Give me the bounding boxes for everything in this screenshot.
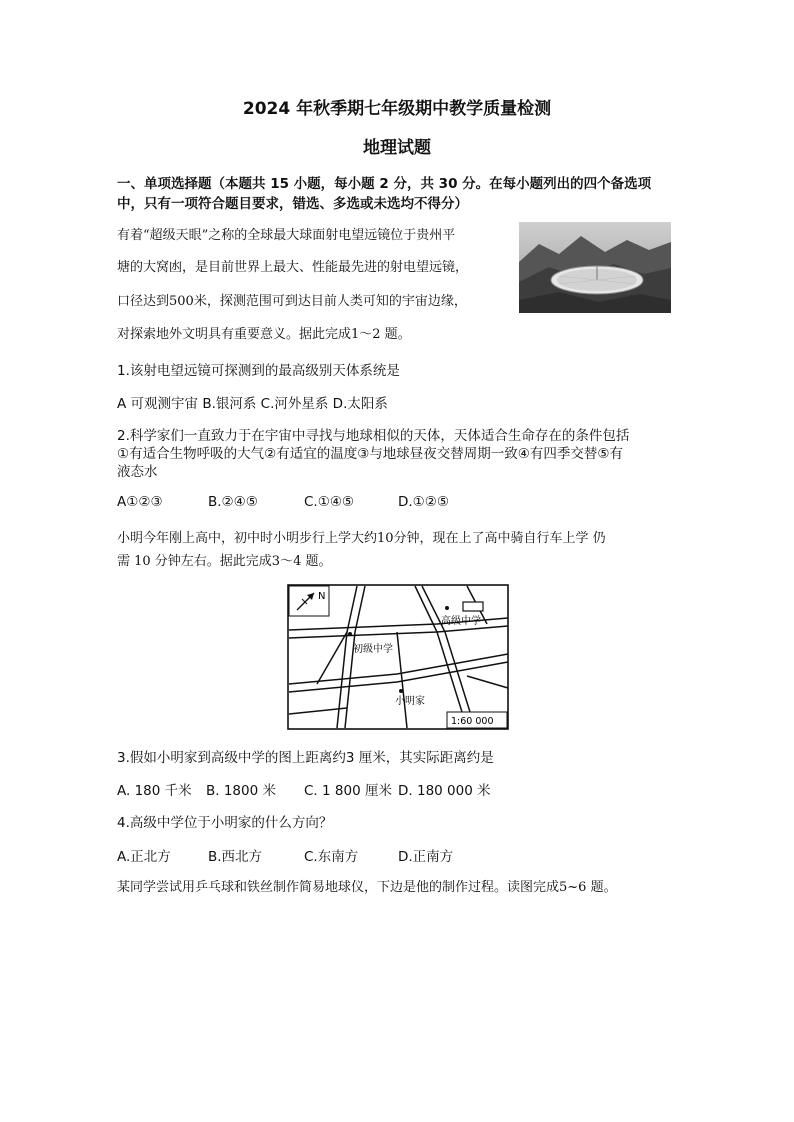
passage2-line2: 需 10 分钟左右。据此完成3～4 题。 xyxy=(117,554,332,569)
q3-option-d: D. 180 000 米 xyxy=(398,783,491,799)
exam-title: 2024 年秋季期七年级期中教学质量检测 xyxy=(242,99,552,119)
passage1-line2: 塘的大窝凼，是目前世界上最大、性能最先进的射电望远镜， xyxy=(117,260,469,275)
high-school-building xyxy=(463,602,483,611)
passage1-line3: 口径达到500米，探测范围可到达目前人类可知的宇宙边缘， xyxy=(117,294,467,309)
passage1-line4: 对探索地外文明具有重要意义。据此完成1～2 题。 xyxy=(117,327,411,342)
q2-option-a: A①②③ xyxy=(117,494,163,510)
q2-option-d: D.①②⑤ xyxy=(398,494,449,510)
q4-stem: 4.高级中学位于小明家的什么方向？ xyxy=(117,815,333,831)
q2-option-c: C.①④⑤ xyxy=(304,494,355,510)
q2-option-b: B.②④⑤ xyxy=(208,494,258,510)
q4-option-c: C.东南方 xyxy=(304,849,359,865)
passage3-line1: 某同学尝试用乒乓球和铁丝制作简易地球仪，下边是他的制作过程。读图完成5~6 题。 xyxy=(117,880,617,895)
q4-option-b: B.西北方 xyxy=(208,849,263,865)
high-school-marker xyxy=(445,606,449,610)
q3-option-a: A. 180 千米 xyxy=(117,783,192,799)
q1-options: A 可观测宇宙 B.银河系 C.河外星系 D.太阳系 xyxy=(117,396,388,412)
middle-school-marker xyxy=(348,632,352,636)
section-header-line2: 中，只有一项符合题目要求，错选、多选或未选均不得分） xyxy=(117,196,468,212)
passage2-line1: 小明今年刚上高中，初中时小明步行上学大约10分钟，现在上了高中骑自行车上学 仍 xyxy=(117,531,606,546)
section-header-line1: 一、单项选择题（本题共 15 小题，每小题 2 分，共 30 分。在每小题列出的四个备选项 xyxy=(117,176,652,192)
q4-option-a: A.正北方 xyxy=(117,849,171,865)
q1-stem: 1.该射电望远镜可探测到的最高级别天体系统是 xyxy=(117,363,400,379)
telescope-photo xyxy=(519,222,671,313)
q2-stem-line1: 2.科学家们一直致力于在宇宙中寻找与地球相似的天体，天体适合生命存在的条件包括 xyxy=(117,428,630,444)
home-label: 小明家 xyxy=(395,696,425,707)
scale-label: 1:60 000 xyxy=(451,716,494,727)
q3-stem: 3.假如小明家到高级中学的图上距离约3 厘米，其实际距离约是 xyxy=(117,750,494,766)
home-marker xyxy=(399,689,403,693)
passage1-line1: 有着“超级天眼”之称的全球最大球面射电望远镜位于贵州平 xyxy=(117,228,456,243)
q3-option-c: C. 1 800 厘米 xyxy=(304,783,392,799)
middle-school-label: 初级中学 xyxy=(353,644,393,655)
q2-stem-line3: 液态水 xyxy=(117,464,158,480)
north-label: N xyxy=(318,591,326,602)
map-drawing xyxy=(287,584,509,730)
exam-subject: 地理试题 xyxy=(363,138,431,158)
q3-option-b: B. 1800 米 xyxy=(206,783,276,799)
q4-option-d: D.正南方 xyxy=(398,849,454,865)
route-map xyxy=(287,584,509,730)
high-school-label: 高级中学 xyxy=(441,616,481,627)
q2-stem-line2: ①有适合生物呼吸的大气②有适宜的温度③与地球昼夜交替周期一致④有四季交替⑤有 xyxy=(117,446,624,462)
